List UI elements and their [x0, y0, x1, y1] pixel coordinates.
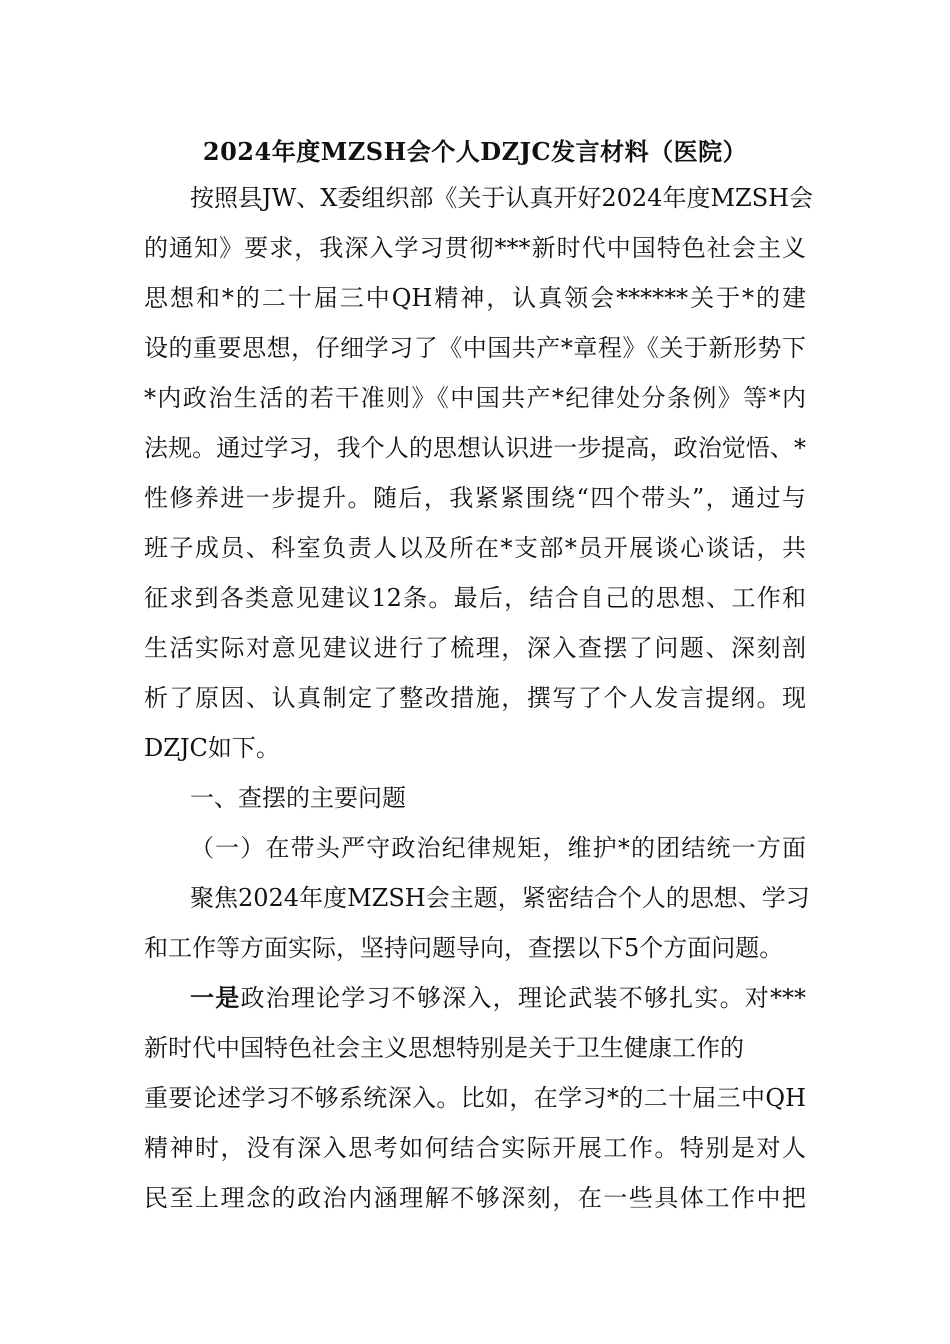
- paragraph-line: 设的重要思想，仔细学习了《中国共产*章程》《关于新形势下: [144, 334, 806, 362]
- paragraph-line: 生活实际对意见建议进行了梳理，深入查摆了问题、深刻剖: [144, 634, 806, 662]
- paragraph-line: 聚焦2024年度MZSH会主题，紧密结合个人的思想、学习: [190, 884, 810, 912]
- document-title: 2024年度MZSH会个人DZJC发言材料（医院）: [202, 137, 748, 166]
- paragraph-line: 新时代中国特色社会主义思想特别是关于卫生健康工作的: [144, 1034, 744, 1062]
- paragraph-line: 思想和*的二十届三中QH精神，认真领会******关于*的建: [144, 284, 806, 312]
- paragraph-line: DZJC如下。: [144, 734, 280, 762]
- point-one-lead: 一是: [190, 983, 241, 1012]
- paragraph-line: 法规。通过学习，我个人的思想认识进一步提高，政治觉悟、*: [144, 434, 806, 462]
- paragraph-line: 民至上理念的政治内涵理解不够深刻，在一些具体工作中把: [144, 1184, 806, 1212]
- paragraph-line: 精神时，没有深入思考如何结合实际开展工作。特别是对人: [144, 1134, 806, 1162]
- paragraph-line: 的通知》要求，我深入学习贯彻***新时代中国特色社会主义: [144, 234, 806, 262]
- paragraph-line: 班子成员、科室负责人以及所在*支部*员开展谈心谈话，共: [144, 534, 806, 562]
- section-heading: 一、查摆的主要问题: [190, 784, 406, 812]
- point-one-text: 政治理论学习不够深入，理论武装不够扎实。对***: [240, 984, 807, 1012]
- paragraph-line: 重要论述学习不够系统深入。比如，在学习*的二十届三中QH: [144, 1084, 806, 1112]
- point-one-first-line: [144, 980, 806, 1016]
- paragraph-line: *内政治生活的若干准则》《中国共产*纪律处分条例》等*内: [144, 384, 806, 412]
- paragraph-line: 析了原因、认真制定了整改措施，撰写了个人发言提纲。现: [144, 684, 806, 712]
- paragraph-line: 征求到各类意见建议12条。最后，结合自己的思想、工作和: [144, 584, 806, 612]
- paragraph-line: 按照县JW、X委组织部《关于认真开好2024年度MZSH会: [190, 184, 814, 212]
- paragraph-line: 性修养进一步提升。随后，我紧紧围绕“四个带头”，通过与: [144, 484, 806, 512]
- paragraph-line: 和工作等方面实际，坚持问题导向，查摆以下5个方面问题。: [144, 934, 784, 962]
- subsection-heading: （一）在带头严守政治纪律规矩，维护*的团结统一方面: [190, 834, 806, 862]
